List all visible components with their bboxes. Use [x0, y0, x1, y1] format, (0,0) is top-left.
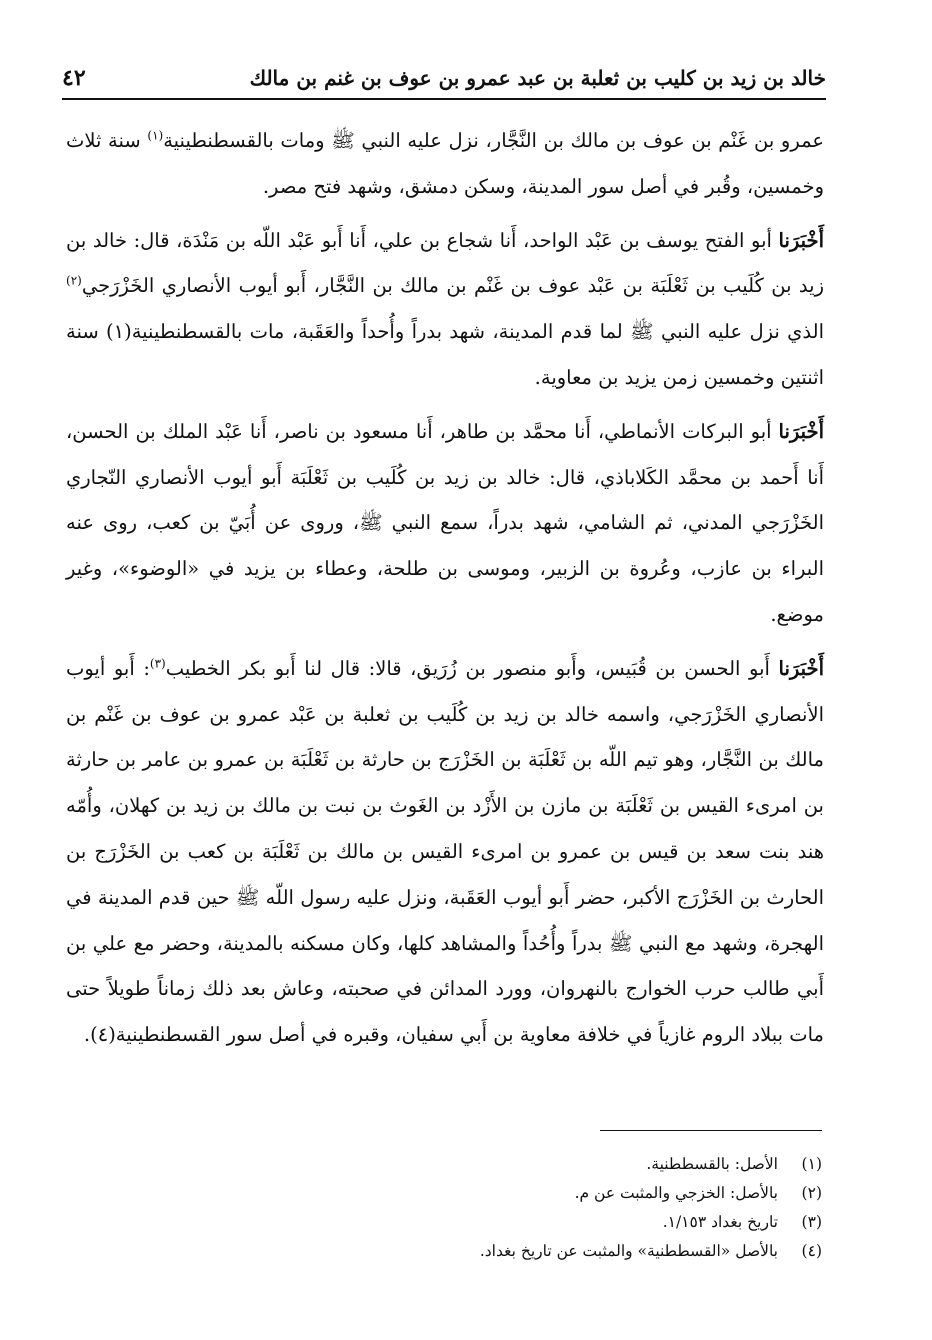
footnote-number: (٣) — [801, 1213, 822, 1231]
paragraph — [66, 118, 824, 210]
paragraph — [66, 646, 824, 1058]
running-title: خالد بن زيد بن كليب بن ثعلبة بن عبد عمرو بن عوف بن غنم بن مالك — [249, 66, 826, 90]
footnote — [330, 1150, 822, 1179]
footnote-divider — [600, 1130, 822, 1131]
paragraph-text: أَبو الحسن بن قُبَيس، وأَبو منصور بن زُرَيق، قالا: قال لنا أَبو بكر الخطيب — [165, 656, 779, 680]
paragraph — [66, 409, 824, 638]
paragraph — [66, 218, 824, 401]
footnote-text: بالأصل «القسططنية» والمثبت عن تاريخ بغداد. — [479, 1242, 778, 1260]
footnote-ref: (١) — [147, 128, 164, 143]
footnote-number: (١) — [801, 1155, 822, 1173]
page-header — [62, 58, 826, 100]
footnote-number: (٤) — [801, 1242, 822, 1260]
page-number: ٤٢ — [62, 65, 86, 91]
footnote — [330, 1237, 822, 1266]
main-text — [66, 118, 824, 1058]
paragraph-lead: أَخْبَرَنا — [778, 656, 824, 680]
paragraph-lead: أَخْبَرَنا — [778, 419, 824, 443]
paragraph-text-after: سنة ثلاث وخمسين، وقُبر في أصل سور المدينة، وسكن دمشق، وشهد فتح مصر. — [66, 129, 824, 198]
footnote-text: بالأصل: الخزجي والمثبت عن م. — [574, 1184, 778, 1202]
paragraph-lead: أَخْبَرَنا — [778, 228, 824, 252]
footnote-ref: (٣) — [149, 656, 166, 671]
footnotes — [330, 1150, 822, 1266]
footnote-text: الأصل: بالقسططنية. — [646, 1155, 778, 1173]
footnote — [330, 1208, 822, 1237]
paragraph-text: أبو الفتح يوسف بن عَبْد الواحد، أَنا شجاع بن علي، أَنا أَبو عَبْد اللّه بن مَنْدَة، قال: خالد بن زيد بن كُلَيب بن ثَعْلَبَة بن عَبْد عوف بن غَنْم بن مالك بن النَّجَّار، أَبو أيوب الأنصاري الخَزْرَجي — [66, 228, 824, 298]
footnote — [330, 1179, 822, 1208]
paragraph-text-after: : أَبو أيوب الأنصاري الخَزْرَجي، واسمه خالد بن زيد بن كُلَيب بن ثعلبة بن عَبْد عمرو بن عوف بن غَنْم بن مالك بن النَّجَّار، وهو تيم اللّه بن ثَعْلَبَة بن الخَزْرَج بن حارثة بن ثَعْلَبَة بن عمرو بن عامر بن حارثة بن امرىء القيس بن ثَعْلَبَة بن مازن بن الأَزْد بن الغَوث بن نبت بن مالك بن زيد بن كهلان، وأُمّه هند بنت سعد بن قيس بن عمرو بن امرىء القيس بن مالك بن ثَعْلَبَة بن كعب بن الخَزْرَج بن الحارث بن الخَزْرَج الأكبر، حضر أَبو أيوب العَقَبة، ونزل عليه رسول اللّه ﷺ حين قدم المدينة في الهجرة، وشهد مع النبي ﷺ بدراً وأُحُداً والمشاهد كلها، وكان مسكنه بالمدينة، وحضر مع علي بن أَبي طالب حرب الخوارج بالنهروان، وورد المدائن في صحبته، وعاش بعد ذلك زماناً طويلاً حتى مات ببلاد الروم غازياً في خلافة معاوية بن أَبي سفيان، وقبره في أصل سور القسطنطينية(٤). — [66, 656, 824, 1047]
paragraph-text: عمرو بن غَنْم بن عوف بن مالك بن النَّجَّار، نزل عليه النبي ﷺ ومات بالقسطنطينية — [163, 129, 824, 152]
footnote-number: (٢) — [801, 1184, 822, 1202]
footnote-text: تاريخ بغداد ١/١٥٣. — [662, 1213, 778, 1231]
paragraph-text-after: الذي نزل عليه النبي ﷺ لما قدم المدينة، شهد بدراً وأُحداً والعَقَبة، مات بالقسطنطينية(١) سنة اثنتين وخمسين زمن يزيد بن معاوية. — [66, 320, 824, 389]
footnote-ref: (٢) — [66, 273, 82, 288]
paragraph-text: أبو البركات الأنماطي، أَنا محمَّد بن طاهر، أَنا مسعود بن ناصر، أَنا عَبْد الملك بن الحسن، أَنا أَحمد بن محمَّد الكَلاباذي، قال: خالد بن زيد بن كُلَيب بن ثَعْلَبَة أَبو أيوب الأنصاري النّجاري الخَزْرَجي المدني، ثم الشامي، شهد بدراً، سمع النبي ﷺ، وروى عن أُبَيّ بن كعب، روى عنه البراء بن عازب، وعُروة بن الزبير، وموسى بن طلحة، وعطاء بن يزيد في «الوضوء»، وغير موضع. — [66, 419, 824, 626]
